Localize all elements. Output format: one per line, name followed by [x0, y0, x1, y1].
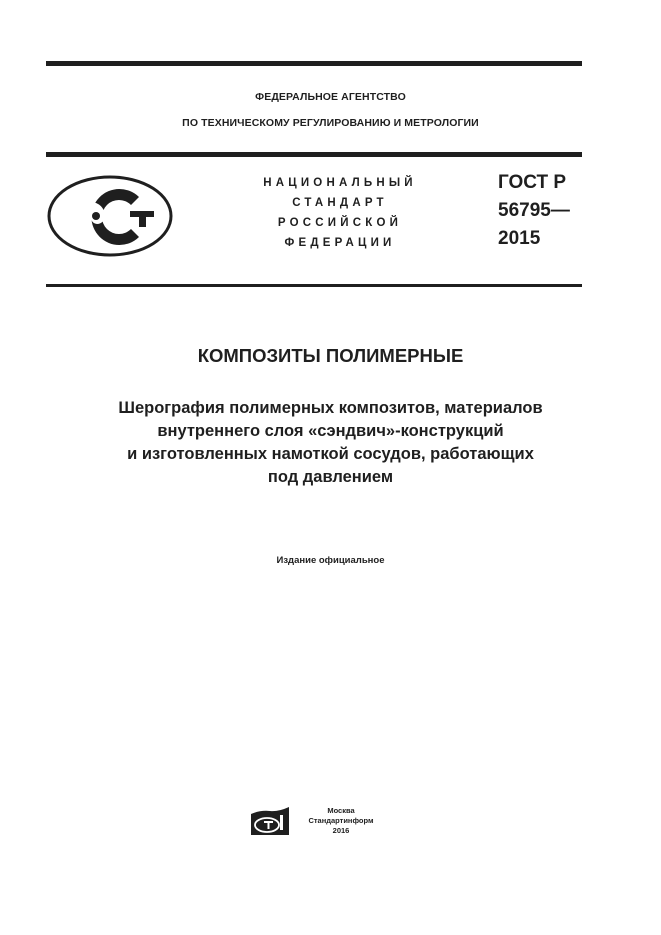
national-standard-line: ФЕДЕРАЦИИ: [284, 237, 396, 249]
publisher-info: [296, 806, 386, 836]
subtitle-line: внутреннего слоя «сэндвич»-конструкций: [157, 422, 504, 440]
subtitle-line: под давлением: [267, 468, 394, 486]
national-standard-label: [240, 173, 440, 253]
rst-conformity-mark-icon: [47, 175, 173, 257]
gost-line: ГОСТ Р: [498, 172, 567, 193]
subtitle-line: и изготовленных намоткой сосудов, работающих: [127, 445, 534, 463]
document-subtitle: [40, 397, 621, 489]
publisher-city: Москва: [327, 806, 355, 815]
gost-line: 2015: [498, 228, 541, 249]
gost-designation: [498, 169, 570, 253]
publisher-year: 2016: [332, 826, 350, 835]
middle-divider: [46, 152, 582, 157]
top-divider: [46, 61, 582, 66]
bottom-divider: [46, 284, 582, 287]
agency-name-line-2: ПО ТЕХНИЧЕСКОМУ РЕГУЛИРОВАНИЮ И МЕТРОЛОГИИ: [182, 117, 479, 129]
publisher-name: Стандартинформ: [308, 816, 374, 825]
agency-name-line-1: ФЕДЕРАЛЬНОЕ АГЕНТСТВО: [255, 91, 406, 103]
national-standard-line: РОССИЙСКОЙ: [277, 217, 403, 229]
document-title: КОМПОЗИТЫ ПОЛИМЕРНЫЕ: [197, 345, 464, 366]
national-standard-line: НАЦИОНАЛЬНЫЙ: [263, 177, 417, 189]
standartinform-logo-icon: [250, 806, 290, 836]
subtitle-line: Шерография полимерных композитов, материалов: [118, 399, 543, 417]
national-standard-line: СТАНДАРТ: [292, 197, 388, 209]
edition-note: Издание официальное: [276, 555, 385, 566]
gost-line: 56795—: [498, 200, 570, 221]
